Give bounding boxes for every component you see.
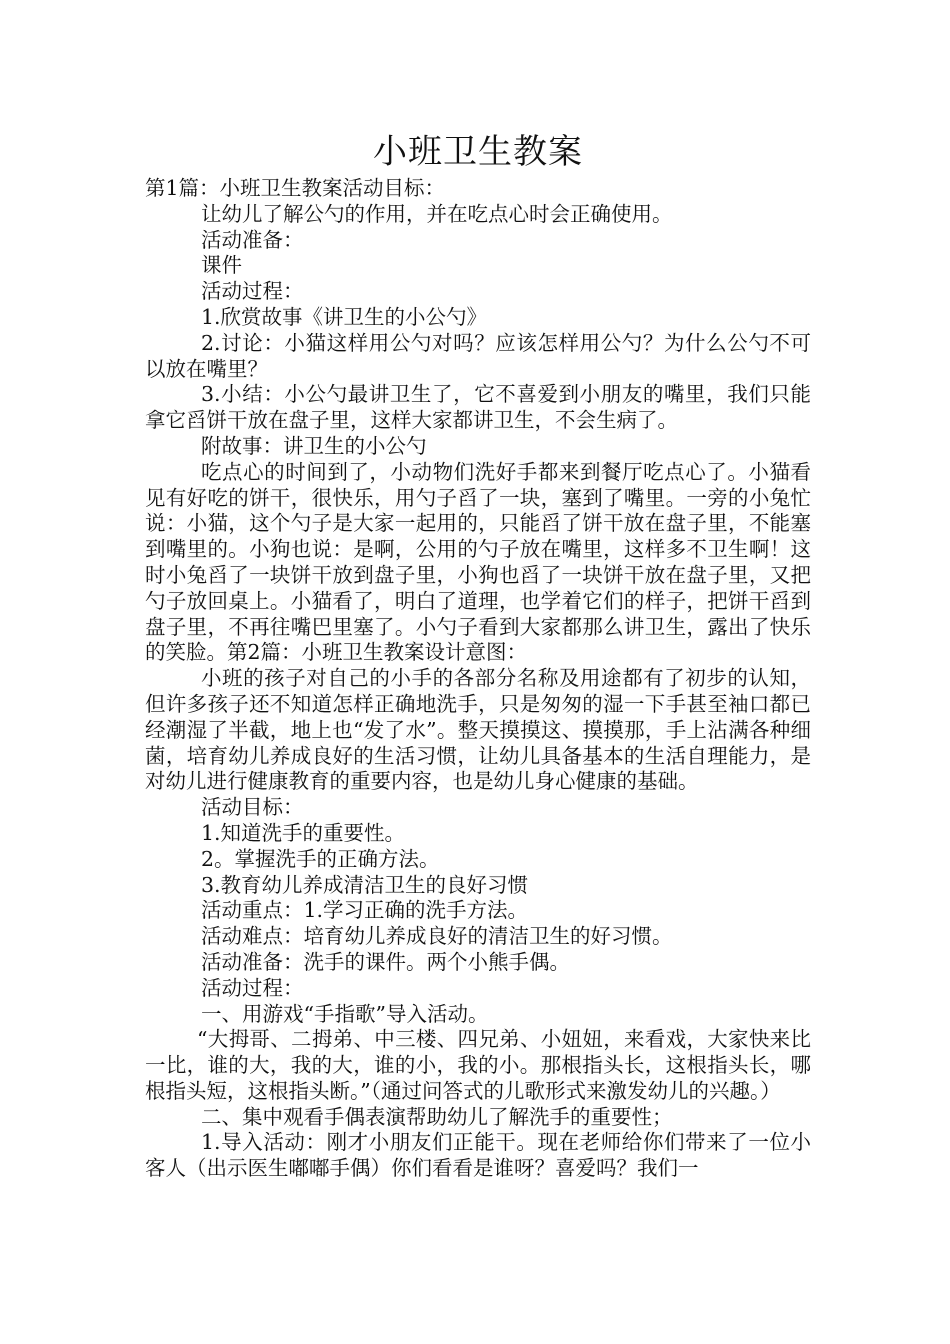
paragraph-17: 活动难点：培育幼儿养成良好的清洁卫生的好习惯。	[201, 924, 673, 949]
paragraph-21: “大拇哥、二拇弟、中三楼、四兄弟、小妞妞，来看戏，大家快来比一比，谁的大，我的大，谁的小，我的小。那根指头长，这根指头长，哪根指头短，这根指头断。”（通过问答式的儿歌形式来激发幼儿的兴趣。）	[145, 1027, 811, 1103]
paragraph-3: 活动准备：	[201, 227, 304, 252]
paragraph-6: 1.欣赏故事《讲卫生的小公勺》	[201, 304, 488, 329]
paragraph-23: 1.导入活动：刚才小朋友们正能干。现在老师给你们带来了一位小客人（出示医生嘟嘟手偶）你们看看是谁呀？喜爱吗？我们一	[145, 1130, 811, 1181]
paragraph-13: 1.知道洗手的重要性。	[201, 820, 406, 845]
paragraph-19: 活动过程：	[201, 975, 304, 1000]
paragraph-14: 2。掌握洗手的正确方法。	[201, 846, 440, 871]
paragraph-18: 活动准备：洗手的课件。两个小熊手偶。	[201, 949, 570, 974]
document-body	[145, 176, 811, 1182]
document-title: 小班卫生教案	[373, 132, 583, 172]
paragraph-11: 小班的孩子对自己的小手的各部分名称及用途都有了初步的认知，但许多孩子还不知道怎样正确地洗手，只是匆匆的湿一下手甚至袖口都已经潮湿了半截，地上也“发了水”。整天摸摸这、摸摸那，手上沾满各种细菌，培育幼儿养成良好的生活习惯，让幼儿具备基本的生活自理能力，是对幼儿进行健康教育的重要内容，也是幼儿身心健康的基础。	[145, 666, 811, 794]
paragraph-12: 活动目标：	[201, 795, 304, 820]
document-page	[145, 128, 811, 1182]
paragraph-7: 2.讨论：小猫这样用公勺对吗？应该怎样用公勺？为什么公勺不可以放在嘴里？	[145, 330, 811, 381]
paragraph-4: 课件	[201, 253, 242, 278]
paragraph-20: 一、用游戏“手指歌”导入活动。	[201, 1001, 489, 1026]
paragraph-16: 活动重点：1.学习正确的洗手方法。	[201, 898, 529, 923]
paragraph-10: 吃点心的时间到了，小动物们洗好手都来到餐厅吃点心了。小猫看见有好吃的饼干，很快乐，用勺子舀了一块，塞到了嘴里。一旁的小兔忙说：小猫，这个勺子是大家一起用的，只能舀了饼干放在盘子里，不能塞到嘴里的。小狗也说：是啊，公用的勺子放在嘴里，这样多不卫生啊！这时小兔舀了一块饼干放到盘子里，小狗也舀了一块饼干放在盘子里，又把勺子放回桌上。小猫看了，明白了道理，也学着它们的样子，把饼干舀到盘子里，不再往嘴巴里塞了。小勺子看到大家都那么讲卫生，露出了快乐的笑脸。第2篇：小班卫生教案设计意图：	[145, 459, 811, 665]
paragraph-9: 附故事：讲卫生的小公勺	[201, 433, 427, 458]
paragraph-15: 3.教育幼儿养成清洁卫生的良好习惯	[201, 872, 529, 897]
paragraph-2: 让幼儿了解公勺的作用，并在吃点心时会正确使用。	[201, 201, 673, 226]
paragraph-1: 第1篇：小班卫生教案活动目标：	[145, 176, 446, 200]
paragraph-22: 二、集中观看手偶表演帮助幼儿了解洗手的重要性；	[201, 1104, 673, 1129]
paragraph-8: 3.小结：小公勺最讲卫生了，它不喜爱到小朋友的嘴里，我们只能拿它舀饼干放在盘子里，这样大家都讲卫生，不会生病了。	[145, 382, 811, 433]
paragraph-5: 活动过程：	[201, 279, 304, 304]
